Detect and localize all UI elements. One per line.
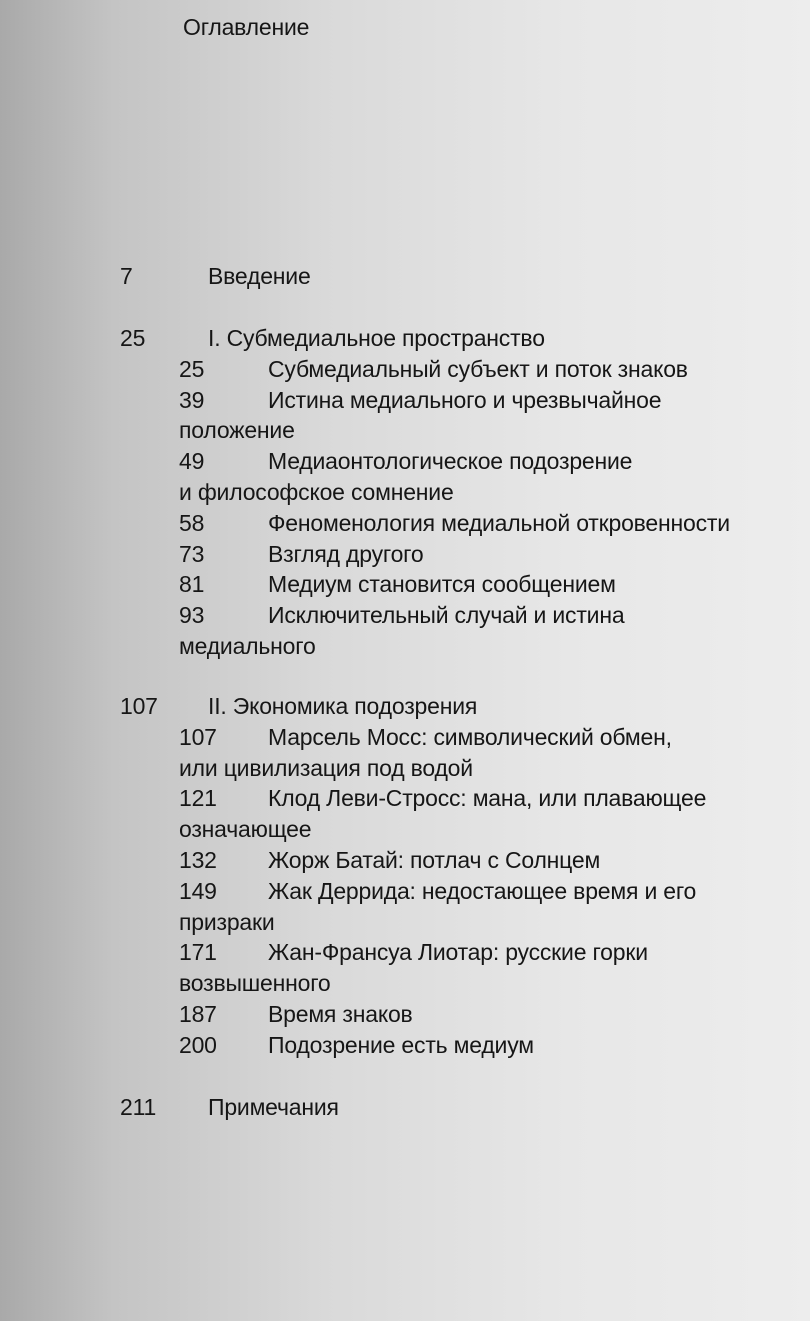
toc-entry bbox=[0, 600, 810, 662]
toc-entry-title-cont: призраки bbox=[179, 908, 275, 935]
toc-page-number: 25 bbox=[120, 325, 146, 351]
toc-entry-page: 73 bbox=[179, 540, 205, 567]
toc-entry-title: Исключительный случай и истина bbox=[268, 602, 625, 629]
toc-entry bbox=[0, 722, 810, 784]
toc-part-1 bbox=[0, 323, 810, 662]
toc-entry-page: 149 bbox=[179, 877, 217, 904]
toc-section-label: Введение bbox=[208, 263, 311, 289]
toc-entry-title-cont: означающее bbox=[179, 816, 312, 843]
toc-entry-page: 81 bbox=[179, 571, 205, 598]
toc-entry-page: 39 bbox=[179, 386, 205, 413]
toc-entry-title-cont: или цивилизация под водой bbox=[179, 754, 473, 781]
toc-page-number: 7 bbox=[120, 263, 133, 289]
toc-part-title: I. Субмедиальное пространство bbox=[208, 325, 545, 351]
toc-part-2 bbox=[0, 691, 810, 1061]
toc-entry-title: Жак Деррида: недостающее время и его bbox=[268, 877, 697, 904]
toc-entry-page: 121 bbox=[179, 785, 217, 812]
toc-entry bbox=[0, 385, 810, 447]
toc-entry-page: 132 bbox=[179, 846, 217, 873]
toc-entry bbox=[0, 508, 810, 539]
toc-entry-title: Клод Леви-Стросс: мана, или плавающее bbox=[268, 785, 707, 812]
toc-entry-title-cont: медиального bbox=[179, 632, 316, 659]
toc-part-title: II. Экономика подозрения bbox=[208, 693, 478, 719]
toc-entry bbox=[0, 845, 810, 876]
toc-entry-page: 58 bbox=[179, 509, 205, 536]
toc-entry-page: 200 bbox=[179, 1031, 217, 1058]
toc-entry-title: Жан-Франсуа Лиотар: русские горки bbox=[268, 939, 648, 966]
toc-entry-title: Взгляд другого bbox=[268, 540, 424, 567]
toc-entry bbox=[0, 937, 810, 999]
toc-entry-page: 171 bbox=[179, 939, 217, 966]
toc-entry-title-cont: положение bbox=[179, 417, 295, 444]
toc-entry-title-cont: и философское сомнение bbox=[179, 478, 454, 505]
toc-entry-title-cont: возвышенного bbox=[179, 970, 331, 997]
toc-entry-title: Подозрение есть медиум bbox=[268, 1031, 534, 1058]
toc-entry-title: Медиум становится сообщением bbox=[268, 571, 616, 598]
toc-entry bbox=[0, 354, 810, 385]
toc-section-label: Примечания bbox=[208, 1094, 339, 1120]
toc-entry bbox=[0, 876, 810, 938]
toc-entry-title: Медиаонтологическое подозрение bbox=[268, 448, 633, 475]
toc-entry-page: 25 bbox=[179, 355, 205, 382]
toc-entry-title: Субмедиальный субъект и поток знаков bbox=[268, 355, 688, 382]
toc-entry-page: 107 bbox=[179, 723, 217, 750]
toc-entry-title: Истина медиального и чрезвычайное bbox=[268, 386, 662, 413]
page-title: Оглавление bbox=[183, 14, 310, 40]
toc-entry-page: 93 bbox=[179, 602, 205, 629]
toc-entry-title: Жорж Батай: потлач с Солнцем bbox=[268, 846, 601, 873]
toc-entry-page: 49 bbox=[179, 448, 205, 475]
toc-entry bbox=[0, 446, 810, 508]
toc-entry bbox=[0, 999, 810, 1030]
toc-page-number: 211 bbox=[120, 1094, 157, 1120]
toc-entry-title: Время знаков bbox=[268, 1000, 413, 1027]
toc-entry-page: 187 bbox=[179, 1000, 217, 1027]
toc-entry bbox=[0, 539, 810, 570]
toc-entry-title: Феноменология медиальной откровенности bbox=[268, 509, 730, 536]
toc-section-notes bbox=[0, 1092, 810, 1123]
toc-entry bbox=[0, 569, 810, 600]
toc-entry-title: Марсель Мосс: символический обмен, bbox=[268, 723, 672, 750]
toc-entry bbox=[0, 783, 810, 845]
toc-section-intro bbox=[0, 261, 810, 292]
toc-page-number: 107 bbox=[120, 693, 158, 719]
toc-entry bbox=[0, 1030, 810, 1061]
